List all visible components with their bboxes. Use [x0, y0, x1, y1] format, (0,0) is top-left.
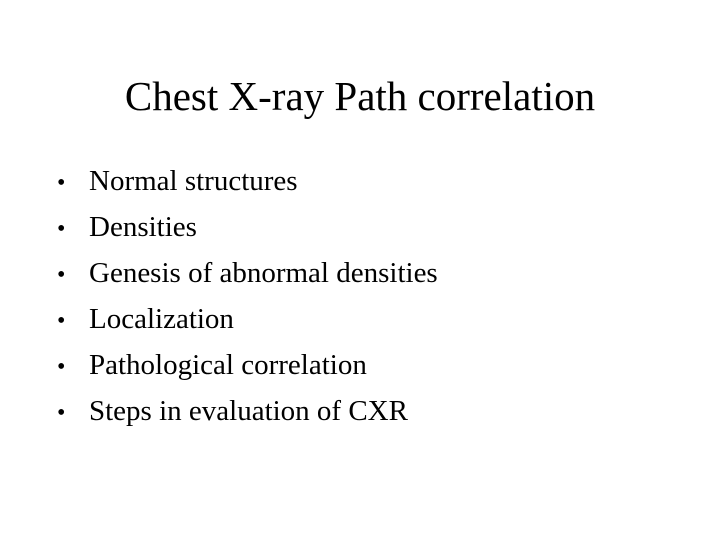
- bullet-list: [57, 163, 438, 439]
- bullet-item-pathological-correlation: [57, 347, 438, 393]
- bullet-icon: •: [57, 262, 66, 288]
- bullet-text: Normal structures: [89, 165, 298, 197]
- bullet-text: Steps in evaluation of CXR: [89, 395, 408, 427]
- bullet-text: Densities: [89, 211, 197, 243]
- bullet-text: Localization: [89, 303, 234, 335]
- bullet-item-localization: [57, 301, 438, 347]
- bullet-icon: •: [57, 170, 66, 196]
- bullet-item-genesis: [57, 255, 438, 301]
- bullet-item-normal-structures: [57, 163, 438, 209]
- slide-title: Chest X-ray Path correlation: [124, 73, 596, 119]
- bullet-icon: •: [57, 216, 66, 242]
- bullet-text: Pathological correlation: [89, 349, 367, 381]
- bullet-icon: •: [57, 400, 66, 426]
- bullet-item-steps-cxr: [57, 393, 438, 439]
- bullet-text: Genesis of abnormal densities: [89, 257, 438, 289]
- bullet-icon: •: [57, 308, 66, 334]
- bullet-icon: •: [57, 354, 66, 380]
- bullet-item-densities: [57, 209, 438, 255]
